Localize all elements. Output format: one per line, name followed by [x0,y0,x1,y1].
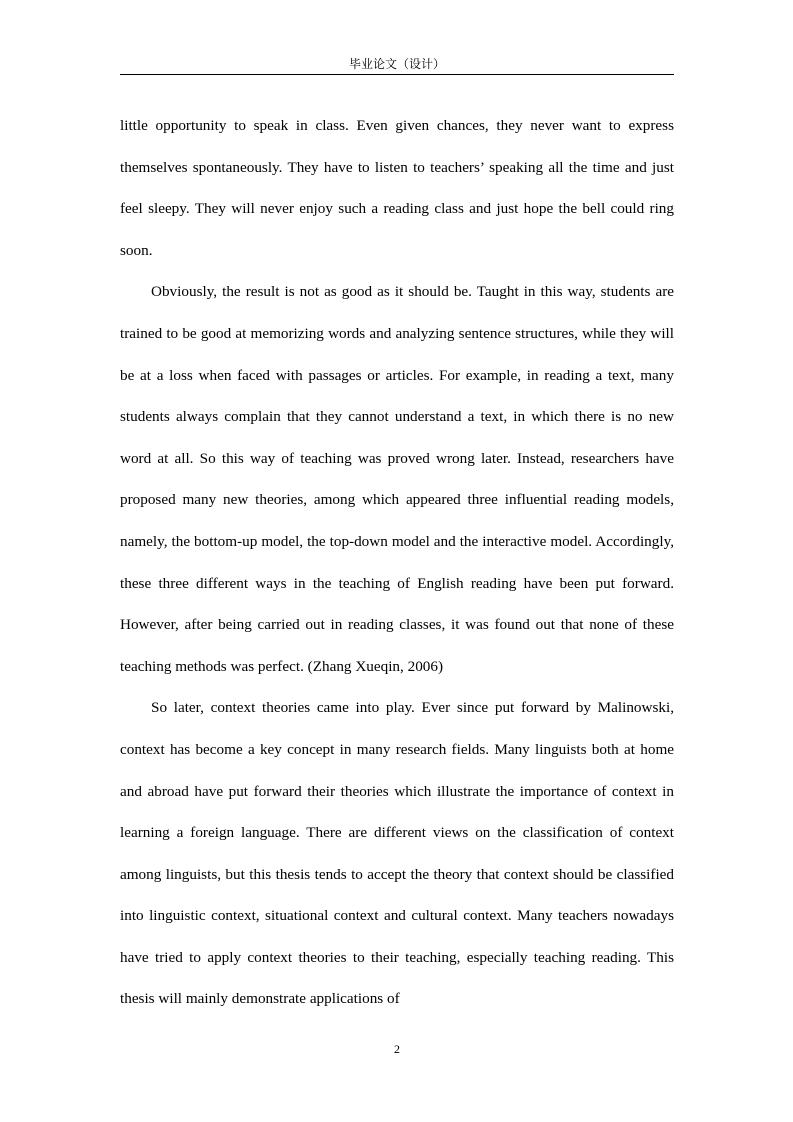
body-text [120,105,674,1020]
paragraph: So later, context theories came into play. Ever since put forward by Malinowski, context has become a key concept in many research fields. Many linguists both at home and abroad have put forward their theories which illustrate the importance of context in learning a foreign language. There are different views on the classification of context among linguists, but this thesis tends to accept the theory that context should be classified into linguistic context, situational context and cultural context. Many teachers nowadays have tried to apply context theories to their teaching, especially teaching reading. This thesis will mainly demonstrate applications of [120,699,674,1008]
header-divider [120,74,674,75]
paragraph: Obviously, the result is not as good as it should be. Taught in this way, students are trained to be good at memorizing words and analyzing sentence structures, while they will be at a loss when faced with passages or articles. For example, in reading a text, many students always complain that they cannot understand a text, in which there is no new word at all. So this way of teaching was proved wrong later. Instead, researchers have proposed many new theories, among which appeared three influential reading models, namely, the bottom-up model, the top-down model and the interactive model. Accordingly, these three different ways in the teaching of English reading have been put forward. However, after being carried out in reading classes, it was found out that none of these teaching methods was perfect. (Zhang Xueqin, 2006) [120,283,674,675]
page-header: 毕业论文（设计） [348,57,445,71]
page-number: 2 [394,1042,400,1056]
paragraph-continued: little opportunity to speak in class. Even given chances, they never want to express themselves spontaneously. They have to listen to teachers’ speaking all the time and just feel sleepy. They will never enjoy such a reading class and just hope the bell could ring soon. [120,117,674,259]
